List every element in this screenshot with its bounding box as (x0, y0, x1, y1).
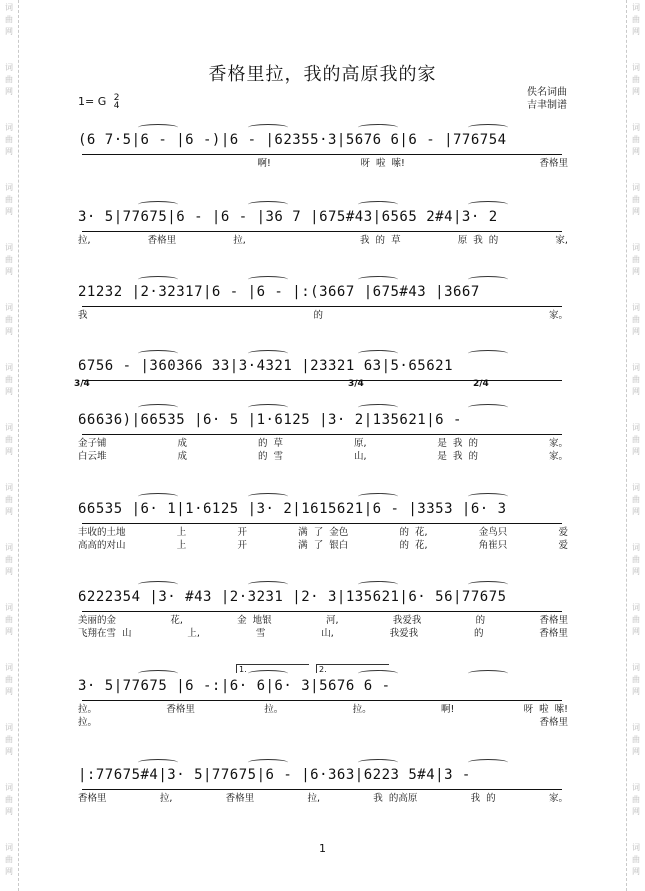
lyric-word: 我 的 (470, 793, 496, 804)
slur (248, 581, 288, 588)
beam-underline (82, 377, 562, 381)
lyric-word: 是 我 的 (437, 451, 479, 462)
beam-underline (82, 608, 562, 612)
lyric-word: 家。 (548, 451, 568, 462)
slur (138, 759, 178, 766)
lyric-word: 飞翔在雪 山 (78, 628, 132, 639)
time-sig-top: 2 (113, 93, 120, 103)
watermark-text: 词 曲 网 (632, 543, 640, 576)
beam-underline (82, 786, 562, 790)
lyric-line (78, 438, 568, 450)
lyric-word: 香格里 (166, 704, 195, 715)
lyric-word: 我 的 草 (360, 235, 401, 246)
lyric-line (78, 235, 568, 247)
notation-line: 3· 5|77675 |6 -:|6· 6|6· 3|5676 6 - (78, 678, 391, 694)
time-signature (114, 94, 120, 110)
lyric-word: 原, (353, 438, 367, 449)
watermark-text: 词 曲 网 (632, 723, 640, 756)
watermark-text: 词 曲 网 (5, 783, 13, 816)
lyric-word: 我 的高原 (373, 793, 418, 804)
lyric-word: 河, (325, 615, 339, 626)
watermark-text: 词 曲 网 (5, 423, 13, 456)
credits (527, 86, 567, 112)
lyric-word: 香格里 (539, 628, 568, 639)
score-line (78, 282, 568, 321)
slur (248, 201, 288, 208)
lyric-word: 的 花, (399, 527, 428, 538)
slur (358, 493, 398, 500)
slur (468, 350, 508, 357)
lyric-word: 拉。 (352, 704, 372, 715)
lyric-word: 香格里 (539, 158, 568, 169)
lyric-word: 香格里 (225, 793, 255, 804)
lyric-word: 呀 啦 嗦! (360, 158, 405, 169)
lyric-word: 拉, (159, 793, 173, 804)
lyric-word: 角崔只 (478, 540, 508, 551)
lyric-word: 山, (321, 628, 334, 639)
lyric-word: 的 花, (399, 540, 428, 551)
slur (358, 276, 398, 283)
beam-underline (82, 228, 562, 232)
beam-underline (82, 697, 562, 701)
watermark-text: 词 曲 网 (632, 363, 640, 396)
song-title: 香格里拉，我的高原我的家 (208, 64, 437, 85)
watermark-text: 词 曲 网 (632, 483, 640, 516)
slur (248, 759, 288, 766)
lyric-word: 香格里 (539, 615, 568, 626)
notation-line: 6222354 |3· #43 |2·3231 |2· 3|135621|6· 56|77675 (78, 589, 507, 605)
volta-ending: 1. (236, 664, 309, 673)
lyric-word: 美丽的金 (78, 615, 117, 626)
beam-underline (82, 431, 562, 435)
watermark-text: 词 曲 网 (632, 3, 640, 36)
lyric-word: 我爱我 (389, 628, 419, 639)
notation-line: (6 7·5|6 - |6 -)|6 - |62355·3|5676 6|6 - |776754 (78, 132, 507, 148)
score-line (78, 130, 568, 169)
slur (248, 350, 288, 357)
watermark-text: 词 曲 网 (5, 543, 13, 576)
slur (248, 276, 288, 283)
lyricist-composer: 佚名词曲 (527, 87, 567, 98)
slur (468, 670, 508, 677)
watermark-text: 词 曲 网 (5, 363, 13, 396)
lyric-word: 我爱我 (392, 615, 422, 626)
lyric-word: 拉。 (264, 704, 284, 715)
time-signature: 3/4 (74, 379, 90, 389)
lyric-line (78, 628, 568, 640)
lyric-line (78, 527, 568, 539)
notation-line: 66636)|66535 |6· 5 |1·6125 |3· 2|135621|6 - (78, 412, 462, 428)
slur (138, 276, 178, 283)
slur (138, 493, 178, 500)
lyric-word: 满 了 金色 (298, 527, 349, 538)
lyric-word: 开 (237, 540, 247, 551)
lyric-line (78, 704, 568, 716)
slur (468, 276, 508, 283)
lyric-word: 白云堆 (78, 451, 107, 462)
page-number: 1 (319, 842, 326, 855)
slur (468, 404, 508, 411)
slur (468, 493, 508, 500)
watermark-text: 词 曲 网 (632, 843, 640, 876)
slur (358, 350, 398, 357)
watermark-text: 词 曲 网 (5, 603, 13, 636)
lyric-word: 成 (177, 438, 187, 449)
lyric-word: 香格里 (147, 235, 177, 246)
watermark-text: 词 曲 网 (632, 603, 640, 636)
lyric-word: 拉, (78, 235, 91, 246)
watermark-text: 词 曲 网 (5, 3, 13, 36)
notation-line: 21232 |2·32317|6 - |6 - |:(3667 |675#43 |3667 (78, 284, 480, 300)
lyric-line (78, 540, 568, 552)
watermark-text: 词 曲 网 (5, 63, 13, 96)
notation-line: |:77675#4|3· 5|77675|6 - |6·363|6223 5#4|3 - (78, 767, 471, 783)
key-signature (78, 94, 119, 110)
lyric-word: 爱 (558, 527, 568, 538)
watermark-text: 词 曲 网 (5, 123, 13, 156)
lyric-word: 丰收的土地 (78, 527, 126, 538)
lyric-word: 金子铺 (78, 438, 107, 449)
lyric-word: 啊! (440, 704, 455, 715)
score-line (78, 765, 568, 804)
watermark-text: 词 曲 网 (632, 663, 640, 696)
slur (138, 404, 178, 411)
lyric-word: 家。 (548, 793, 568, 804)
slur (138, 124, 178, 131)
lyric-word: 拉。 (78, 704, 98, 715)
lyric-line (78, 158, 568, 170)
lyric-word: 雪 (255, 628, 266, 639)
lyric-word: 的 (474, 628, 484, 639)
volta-ending: 2. (316, 664, 389, 673)
lyric-word: 的 草 (257, 438, 283, 449)
watermark-text: 词 曲 网 (5, 843, 13, 876)
lyric-word: 拉, (233, 235, 246, 246)
score-line (78, 410, 568, 462)
slur (138, 201, 178, 208)
score-line (78, 587, 568, 639)
watermark-text: 词 曲 网 (632, 783, 640, 816)
lyric-word: 成 (177, 451, 187, 462)
watermark-text: 词 曲 网 (632, 183, 640, 216)
lyric-line (78, 717, 568, 729)
time-signature: 2/4 (473, 379, 489, 389)
lyric-line (78, 310, 568, 322)
score-line (78, 665, 568, 728)
slur (468, 759, 508, 766)
score-line (78, 207, 568, 246)
score-line (74, 356, 568, 389)
time-signature: 3/4 (348, 379, 364, 389)
slur (248, 404, 288, 411)
lyric-word: 开 (237, 527, 247, 538)
time-sig-bottom: 4 (113, 101, 120, 111)
lyric-word: 家, (555, 235, 568, 246)
lyric-word: 家。 (548, 438, 568, 449)
lyric-word: 香格里 (539, 717, 568, 728)
lyric-word: 的 (313, 310, 323, 321)
slur (138, 670, 178, 677)
lyric-word: 山, (353, 451, 367, 462)
lyric-word: 上 (176, 527, 187, 538)
lyric-line (78, 615, 568, 627)
notation-line: 3· 5|77675|6 - |6 - |36 7 |675#43|6565 2#4|3· 2 (78, 209, 498, 225)
watermark-text: 词 曲 网 (632, 63, 640, 96)
lyric-word: 原 我 的 (457, 235, 499, 246)
slur (358, 404, 398, 411)
lyric-word: 呀 啦 嗦! (523, 704, 568, 715)
lyric-word: 金鸟只 (478, 527, 508, 538)
lyric-word: 高高的对山 (78, 540, 126, 551)
lyric-word: 上, (187, 628, 200, 639)
key-label: 1= G (78, 95, 107, 108)
beam-underline (82, 303, 562, 307)
watermark-text: 词 曲 网 (5, 303, 13, 336)
beam-underline (82, 520, 562, 524)
slur (358, 581, 398, 588)
lyric-word: 金 地银 (237, 615, 272, 626)
lyric-word: 爱 (558, 540, 568, 551)
slur (138, 581, 178, 588)
watermark-text: 词 曲 网 (5, 243, 13, 276)
slur (248, 124, 288, 131)
notation-line: 6756 - |360366 33|3·4321 |23321 63|5·65621 (78, 358, 454, 374)
watermark-text: 词 曲 网 (632, 423, 640, 456)
lyric-word: 家。 (548, 310, 568, 321)
lyric-word: 的 雪 (257, 451, 283, 462)
lyric-word: 我 (78, 310, 88, 321)
lyric-word: 上 (176, 540, 187, 551)
lyric-word: 的 (475, 615, 486, 626)
beam-underline (82, 151, 562, 155)
slur (358, 759, 398, 766)
score-line (78, 499, 568, 551)
slur (138, 350, 178, 357)
watermark-text: 词 曲 网 (5, 663, 13, 696)
watermark-text: 词 曲 网 (5, 183, 13, 216)
arranger: 吉聿制谱 (527, 100, 567, 111)
watermark-text: 词 曲 网 (632, 303, 640, 336)
slur (468, 124, 508, 131)
slur (248, 493, 288, 500)
slur (358, 124, 398, 131)
lyric-line (78, 451, 568, 463)
slur (468, 201, 508, 208)
lyric-word: 啊! (257, 158, 271, 169)
watermark-text: 词 曲 网 (632, 243, 640, 276)
lyric-line (78, 793, 568, 805)
slur (358, 201, 398, 208)
watermark-text: 词 曲 网 (5, 723, 13, 756)
lyric-word: 是 我 的 (437, 438, 479, 449)
notation-line: 66535 |6· 1|1·6125 |3· 2|1615621|6 - |3353 |6· 3 (78, 501, 507, 517)
lyric-word: 花, (170, 615, 183, 626)
slur (468, 581, 508, 588)
lyric-word: 拉, (307, 793, 320, 804)
watermark-text: 词 曲 网 (5, 483, 13, 516)
lyric-word: 香格里 (78, 793, 107, 804)
watermark-text: 词 曲 网 (632, 123, 640, 156)
lyric-word: 拉。 (78, 717, 98, 728)
lyric-word: 满 了 银白 (298, 540, 349, 551)
